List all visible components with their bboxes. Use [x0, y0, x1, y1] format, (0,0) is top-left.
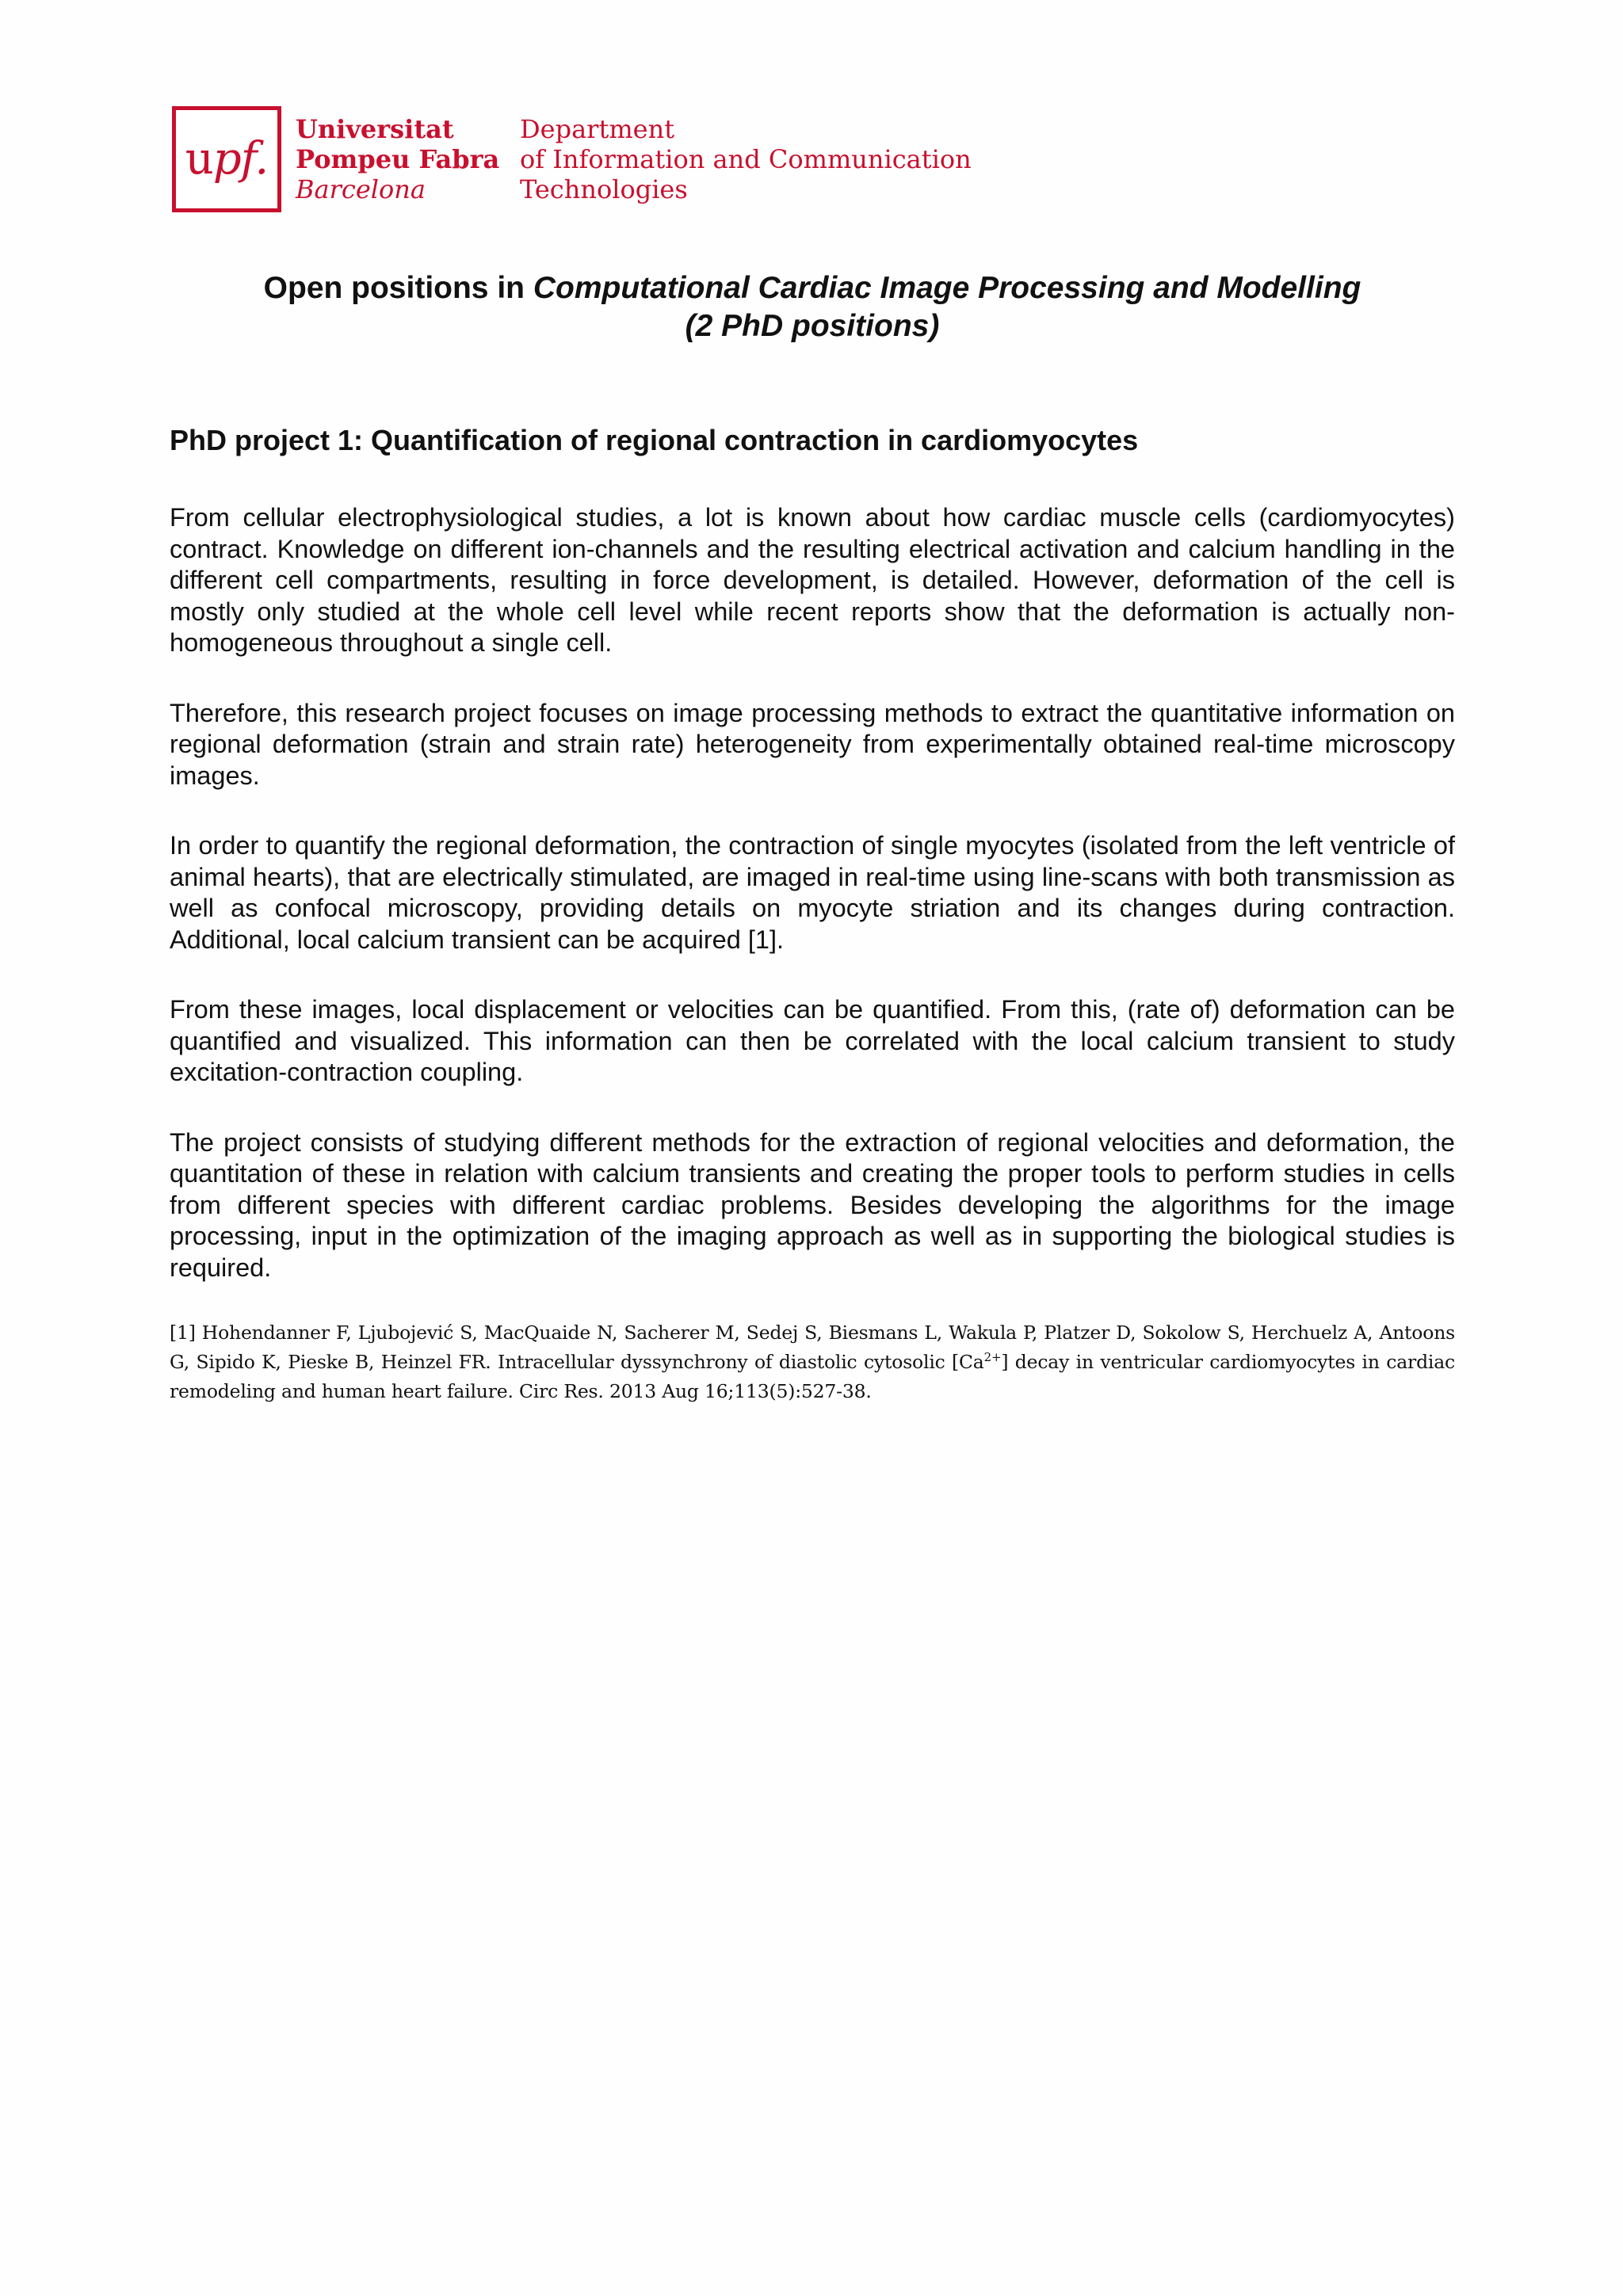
university-line-1: Universitat — [296, 114, 454, 144]
reference-text-start: [1] Hohendanner F, Ljubojević S, MacQuaide N, Sacherer M, Sedej S, Biesmans L, Wakula P, Platzer D, Sokolow S, Herchuelz A, Antoons G, Sipido K, Pieske B, Heinzel FR. Intracellular dyssynchrony of diastolic cytosolic [Ca — [170, 1322, 1455, 1373]
university-line-2: Pompeu Fabra — [296, 144, 500, 174]
title-topic: Computational Cardiac Image Processing and Modelling — [533, 271, 1361, 305]
page-title — [170, 269, 1455, 345]
title-subtitle: (2 PhD positions) — [685, 309, 940, 343]
department-line-3: Technologies — [520, 174, 688, 204]
paragraph: From these images, local displacement or velocities can be quantified. From this, (rate of) deformation can be quantified and visualized. This information can then be correlated with the local calcium transient to study excitation-contraction coupling. — [170, 995, 1455, 1086]
logo-mark — [185, 133, 269, 185]
title-prefix: Open positions in — [263, 271, 533, 305]
university-line-3: Barcelona — [296, 174, 426, 204]
reference-superscript: 2+ — [983, 1350, 1002, 1365]
paragraph: Therefore, this research project focuses on image processing methods to extract the quantitative information on regional deformation (strain and strain rate) heterogeneity from experimentally obtained real-time microscopy images. — [170, 698, 1455, 790]
paragraph: In order to quantify the regional deformation, the contraction of single myocytes (isolated from the left ventricle of animal hearts), that are electrically stimulated, are imaged in real-time using line-scans with both transmission as well as confocal microscopy, providing details on myocyte striation and its changes during contraction. Additional, local calcium transient can be acquired [1]. — [170, 831, 1455, 954]
reference-text-end: ] decay in ventricular cardiomyocytes in cardiac remodeling and human heart failure. Circ Res. 2013 Aug 16;113(5):527-38. — [170, 1351, 1455, 1402]
document-body — [170, 502, 1455, 1445]
department-line-1: Department — [520, 114, 675, 144]
title-line-1 — [170, 269, 1455, 307]
logo-letters-pf: pf. — [212, 133, 269, 185]
logo-letter-u: u — [185, 133, 213, 185]
upf-logo-icon — [172, 106, 281, 212]
section-heading: PhD project 1: Quantification of regional contraction in cardiomyocytes — [170, 424, 1139, 456]
reference-citation — [170, 1318, 1455, 1406]
department-name — [520, 114, 972, 204]
paragraph: From cellular electrophysiological studies, a lot is known about how cardiac muscle cells (cardiomyocytes) contract. Knowledge on different ion-channels and the resulting electrical activation and calcium handling in the different cell compartments, resulting in force development, is detailed. However, deformation of the cell is mostly only studied at the whole cell level while recent reports show that the deformation is actually non-homogeneous throughout a single cell. — [170, 503, 1455, 657]
paragraph: The project consists of studying different methods for the extraction of regional velocities and deformation, the quantitation of these in relation with calcium transients and creating the proper tools to perform studies in cells from different species with different cardiac problems. Besides developing the algorithms for the image processing, input in the optimization of the imaging approach as well as in supporting the biological studies is required. — [170, 1127, 1455, 1282]
department-line-2: of Information and Communication — [520, 144, 972, 174]
university-name — [296, 114, 502, 204]
